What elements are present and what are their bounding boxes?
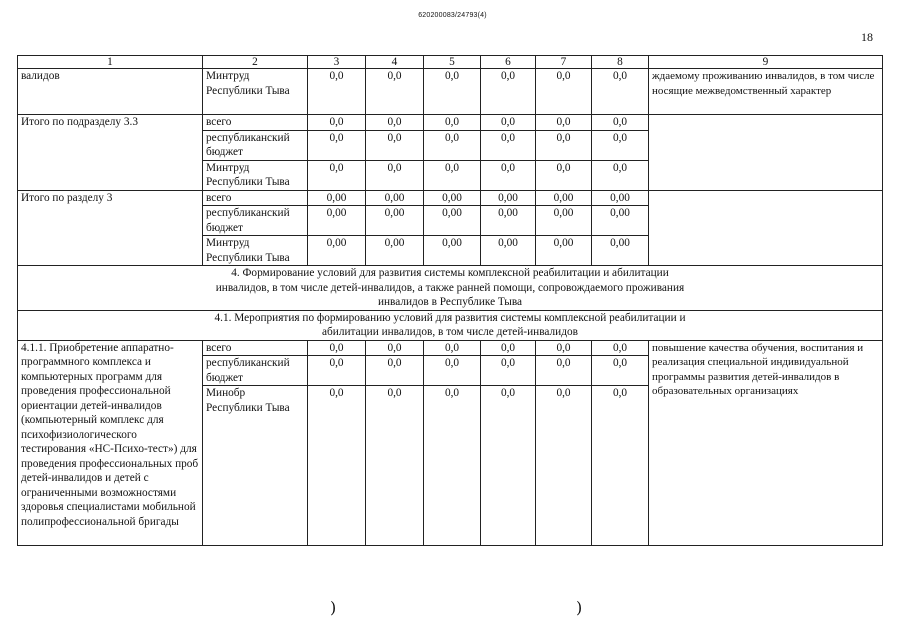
column-header: 8 xyxy=(592,56,649,69)
value-cell: 0,0 xyxy=(481,340,536,356)
value-cell: 0,0 xyxy=(308,340,366,356)
table-row xyxy=(18,69,883,115)
value-cell: 0,0 xyxy=(366,340,424,356)
value-cell: 0,0 xyxy=(424,356,481,386)
value-cell: 0,0 xyxy=(592,130,649,160)
value-cell: 0,00 xyxy=(481,236,536,266)
table-row xyxy=(18,190,883,206)
funding-source: всего xyxy=(203,190,308,206)
table-row xyxy=(18,115,883,131)
value-cell: 0,00 xyxy=(592,206,649,236)
value-cell: 0,0 xyxy=(366,356,424,386)
subsection-heading-row xyxy=(18,310,883,340)
column-header: 2 xyxy=(203,56,308,69)
funding-source: республиканский бюджет xyxy=(203,356,308,386)
value-cell: 0,0 xyxy=(481,386,536,546)
value-cell: 0,0 xyxy=(308,130,366,160)
value-cell: 0,0 xyxy=(592,160,649,190)
value-cell: 0,0 xyxy=(308,386,366,546)
value-cell: 0,00 xyxy=(308,236,366,266)
funding-source: Минтруд Республики Тыва xyxy=(203,69,308,115)
value-cell: 0,0 xyxy=(424,69,481,115)
footer-mark: ) xyxy=(330,598,337,617)
column-header: 1 xyxy=(18,56,203,69)
value-cell: 0,0 xyxy=(424,340,481,356)
value-cell: 0,0 xyxy=(308,115,366,131)
column-header: 5 xyxy=(424,56,481,69)
value-cell: 0,0 xyxy=(536,386,592,546)
value-cell: 0,0 xyxy=(424,160,481,190)
row-label: Итого по подразделу 3.3 xyxy=(18,115,203,191)
funding-source: республиканский бюджет xyxy=(203,206,308,236)
value-cell: 0,0 xyxy=(536,69,592,115)
value-cell: 0,0 xyxy=(308,356,366,386)
value-cell: 0,0 xyxy=(481,130,536,160)
value-cell: 0,00 xyxy=(424,206,481,236)
value-cell: 0,00 xyxy=(592,190,649,206)
funding-source: всего xyxy=(203,115,308,131)
value-cell: 0,0 xyxy=(366,115,424,131)
column-header: 7 xyxy=(536,56,592,69)
value-cell: 0,0 xyxy=(592,356,649,386)
document-id: 620200083/24793(4) xyxy=(418,12,487,19)
column-header: 6 xyxy=(481,56,536,69)
empty-cell xyxy=(649,115,883,191)
expected-result: ждаемому проживанию инвалидов, в том числе носящие межведомственный характер xyxy=(649,69,883,115)
table-row xyxy=(18,340,883,356)
value-cell: 0,0 xyxy=(366,69,424,115)
value-cell: 0,00 xyxy=(536,190,592,206)
value-cell: 0,00 xyxy=(536,236,592,266)
value-cell: 0,00 xyxy=(424,236,481,266)
empty-cell xyxy=(649,190,883,266)
column-header: 3 xyxy=(308,56,366,69)
page-number: 18 xyxy=(861,30,873,44)
value-cell: 0,0 xyxy=(308,69,366,115)
row-label: валидов xyxy=(18,69,203,115)
value-cell: 0,0 xyxy=(424,386,481,546)
footer-mark: ) xyxy=(576,598,583,617)
row-label: Итого по разделу 3 xyxy=(18,190,203,266)
value-cell: 0,00 xyxy=(366,236,424,266)
expected-result: повышение качества обучения, воспитания и реализация специальной индивидуальной программы развития детей-инвалидов в образовательных организациях xyxy=(649,340,883,546)
value-cell: 0,00 xyxy=(366,190,424,206)
column-header: 9 xyxy=(649,56,883,69)
column-number-row xyxy=(18,56,883,69)
value-cell: 0,00 xyxy=(308,206,366,236)
column-header: 4 xyxy=(366,56,424,69)
row-label: 4.1.1. Приобретение аппаратно-программного комплекса и компьютерных программ для проведения профессиональной ориентации детей-инвалидов (компьютерный комплекс для психофизиологического тестирования «НС-Психо-тест») для проведения профессиональных проб детей-инвалидов и детей с ограниченными возможностями здоровья специалистами мобильной полипрофессиональной бригады xyxy=(18,340,203,546)
funding-source: Минобр Республики Тыва xyxy=(203,386,308,546)
value-cell: 0,0 xyxy=(424,115,481,131)
value-cell: 0,0 xyxy=(536,160,592,190)
program-table xyxy=(17,55,883,546)
value-cell: 0,00 xyxy=(481,190,536,206)
value-cell: 0,0 xyxy=(536,356,592,386)
value-cell: 0,0 xyxy=(592,69,649,115)
value-cell: 0,0 xyxy=(308,160,366,190)
value-cell: 0,0 xyxy=(592,386,649,546)
value-cell: 0,0 xyxy=(592,340,649,356)
value-cell: 0,00 xyxy=(308,190,366,206)
value-cell: 0,00 xyxy=(424,190,481,206)
funding-source: республиканский бюджет xyxy=(203,130,308,160)
value-cell: 0,0 xyxy=(536,115,592,131)
funding-source: Минтруд Республики Тыва xyxy=(203,236,308,266)
value-cell: 0,0 xyxy=(536,130,592,160)
value-cell: 0,00 xyxy=(592,236,649,266)
value-cell: 0,0 xyxy=(536,340,592,356)
section-heading: 4. Формирование условий для развития системы комплексной реабилитации и абилитации инвалидов, в том числе детей-инвалидов, а также ранней помощи, сопровождаемого проживания инвалидов в Республике Тыва xyxy=(18,266,883,311)
value-cell: 0,0 xyxy=(481,356,536,386)
value-cell: 0,0 xyxy=(366,386,424,546)
value-cell: 0,0 xyxy=(366,160,424,190)
section-heading-row xyxy=(18,266,883,311)
value-cell: 0,0 xyxy=(592,115,649,131)
value-cell: 0,0 xyxy=(366,130,424,160)
funding-source: Минтруд Республики Тыва xyxy=(203,160,308,190)
funding-source: всего xyxy=(203,340,308,356)
value-cell: 0,00 xyxy=(536,206,592,236)
value-cell: 0,0 xyxy=(481,115,536,131)
value-cell: 0,00 xyxy=(481,206,536,236)
value-cell: 0,00 xyxy=(366,206,424,236)
subsection-heading: 4.1. Мероприятия по формированию условий для развития системы комплексной реабилитации и абилитации инвалидов, в том числе детей-инвалидов xyxy=(18,310,883,340)
value-cell: 0,0 xyxy=(481,160,536,190)
value-cell: 0,0 xyxy=(481,69,536,115)
value-cell: 0,0 xyxy=(424,130,481,160)
